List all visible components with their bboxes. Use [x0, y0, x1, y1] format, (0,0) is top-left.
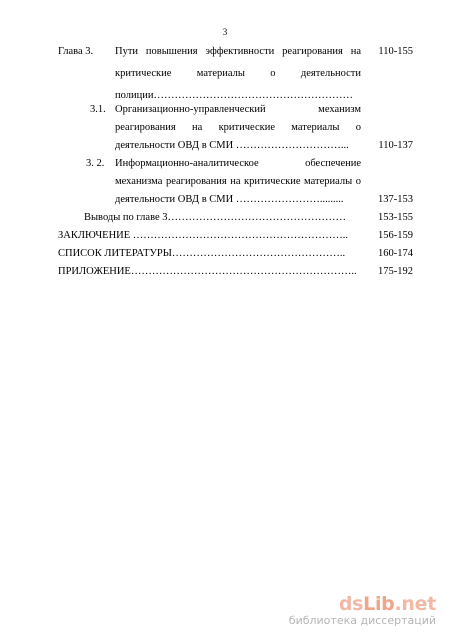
entry-title: СПИСОК ЛИТЕРАТУРЫ………………………………………….. — [58, 248, 346, 259]
section-title-line: деятельности ОВД в СМИ ……………………......... — [115, 194, 344, 205]
logo-part: .net — [394, 593, 436, 615]
entry-title: ПРИЛОЖЕНИЕ……………………………………………………….. — [58, 266, 357, 277]
entry-title: Выводы по главе 3…………………………………………… — [84, 212, 347, 223]
page-range: 160-174 — [378, 248, 413, 259]
page-range: 110-155 — [378, 46, 413, 57]
dslib-watermark — [289, 594, 436, 627]
page-range: 175-192 — [378, 266, 413, 277]
section-title-line: Информационно-аналитическое обеспечение — [115, 158, 361, 169]
chapter-title-line: Пути повышения эффективности реагирования на — [115, 46, 361, 57]
page-range: 137-153 — [378, 194, 413, 205]
logo-part: ds — [338, 593, 364, 615]
section-title-line: Организационно-управленческий механизм — [115, 104, 361, 115]
section-title-line: деятельности ОВД в СМИ …………………………... — [115, 140, 349, 151]
entry-title: ЗАКЛЮЧЕНИЕ …………………………………………………….. — [58, 230, 349, 241]
dslib-logo — [289, 594, 436, 614]
section-number: 3.1. — [90, 104, 106, 115]
section-number: 3. 2. — [86, 158, 105, 169]
section-title-line: реагирования на критические материалы о — [115, 122, 361, 133]
page-range: 153-155 — [378, 212, 413, 223]
page-range: 110-137 — [378, 140, 413, 151]
chapter-title-line: полиции………………………………………………… — [115, 90, 353, 101]
page-range: 156-159 — [378, 230, 413, 241]
section-title-line: механизма реагирования на критические материалы о — [115, 176, 361, 187]
watermark-subtitle: библиотека диссертаций — [288, 614, 436, 627]
chapter-label: Глава 3. — [58, 46, 94, 57]
logo-part: Lib — [363, 593, 395, 615]
chapter-title-line: критические материалы о деятельности — [115, 68, 361, 79]
page-number: 3 — [222, 27, 228, 37]
